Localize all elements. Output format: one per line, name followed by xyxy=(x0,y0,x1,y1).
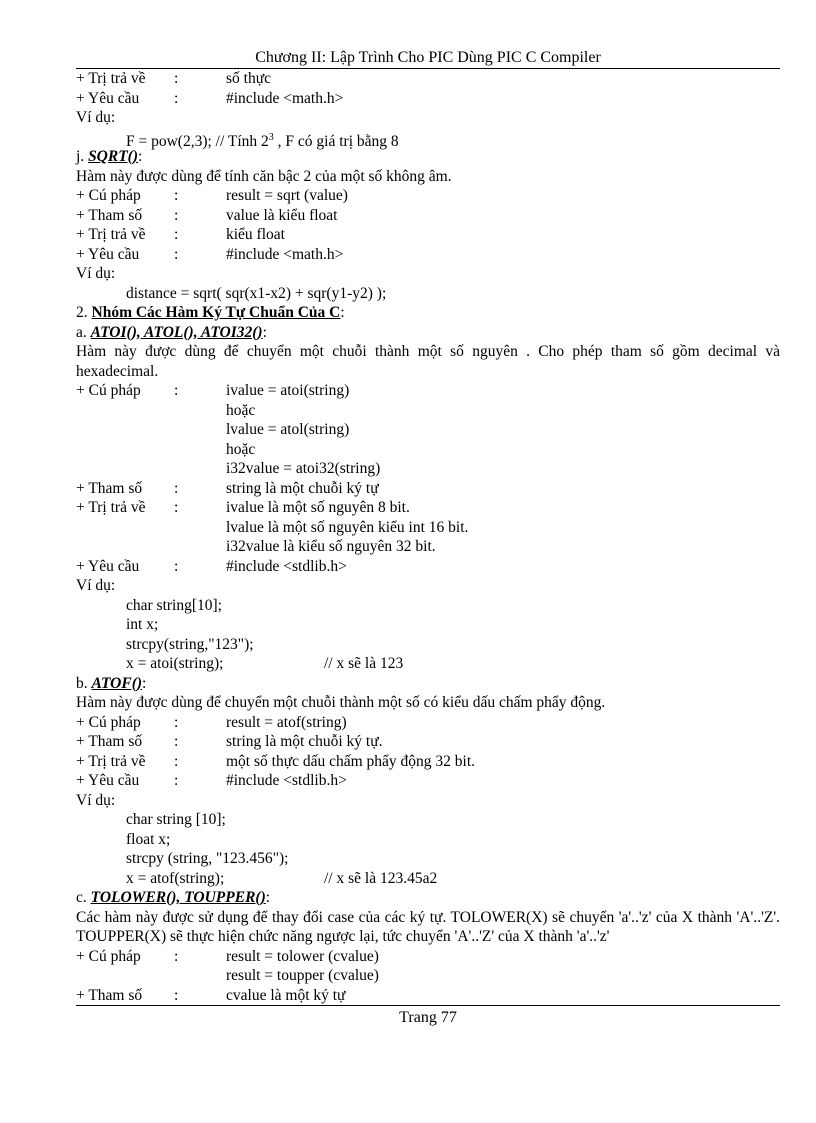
section-title: Nhóm Các Hàm Ký Tự Chuẩn Của C xyxy=(91,304,341,321)
info-row: + Cú pháp : ivalue = atoi(string) xyxy=(76,382,350,399)
return-line: i32value là kiểu số nguyên 32 bit. xyxy=(226,538,436,555)
example-label: Ví dụ: xyxy=(76,791,116,809)
info-row: + Tham số : cvalue là một ký tự xyxy=(76,986,346,1004)
row-label: + Trị trả về xyxy=(76,70,146,87)
tolower-heading: c. TOLOWER(), TOUPPER(): xyxy=(76,889,271,906)
info-row: + Tham số : string là một chuỗi ký tự xyxy=(76,479,379,497)
atoi-description: Hàm này được dùng để chuyển một chuỗi thành một số nguyên . Cho phép tham số gồm decimal và hexadecimal. xyxy=(76,343,780,380)
syntax-line: hoặc xyxy=(226,440,256,458)
document-page xyxy=(76,48,780,1028)
tolower-title: TOLOWER(), TOUPPER() xyxy=(90,889,266,906)
code-line: x = atoi(string); // x sẽ là 123 xyxy=(126,655,404,672)
sqrt-description: Hàm này được dùng để tính căn bậc 2 của một số không âm. xyxy=(76,167,452,185)
tolower-description: Các hàm này được sử dụng để thay đổi case của các ký tự. TOLOWER(X) sẽ chuyển 'a'..'z' của X thành 'A'..'Z'. TOUPPER(X) sẽ thực hiện chức năng ngược lại, tức chuyển 'A'..'Z' của X thành 'a'..'z' xyxy=(76,908,780,945)
code-comment: // x sẽ là 123.45a2 xyxy=(324,869,438,887)
info-row: + Trị trả về : kiểu float xyxy=(76,226,285,243)
code-line: char string[10]; xyxy=(126,596,222,614)
info-row: + Cú pháp : result = tolower (cvalue) xyxy=(76,947,379,965)
code-line: x = atof(string); // x sẽ là 123.45a2 xyxy=(126,869,438,887)
info-row: + Yêu cầu : #include <stdlib.h> xyxy=(76,557,347,575)
info-row: + Tham số : string là một chuỗi ký tự. xyxy=(76,733,383,750)
sqrt-example: distance = sqrt( sqr(x1-x2) + sqr(y1-y2) ); xyxy=(126,284,387,302)
info-row: + Yêu cầu : #include <math.h> xyxy=(76,89,344,107)
syntax-line: lvalue = atol(string) xyxy=(226,421,350,438)
row-label: + Yêu cầu xyxy=(76,89,140,107)
code-line: strcpy (string, "123.456"); xyxy=(126,850,289,867)
row-value: số thực xyxy=(226,70,271,87)
code-comment: // x sẽ là 123 xyxy=(324,655,404,672)
example-label: Ví dụ: xyxy=(76,109,116,126)
info-row: + Cú pháp : result = atof(string) xyxy=(76,713,347,731)
example-label: Ví dụ: xyxy=(76,265,116,282)
atoi-heading: a. ATOI(), ATOL(), ATOI32(): xyxy=(76,323,267,341)
atoi-title: ATOI(), ATOL(), ATOI32() xyxy=(90,323,263,341)
info-row: + Yêu cầu : #include <stdlib.h> xyxy=(76,772,347,789)
page-content xyxy=(76,69,780,1005)
atof-heading: b. ATOF(): xyxy=(76,674,147,692)
pow-example: F = pow(2,3); // Tính $2^3$ , F có giá trị bằng 8 xyxy=(126,131,399,150)
code-line: strcpy(string,"123"); xyxy=(126,635,254,653)
page-header: Chương II: Lập Trình Cho PIC Dùng PIC C Compiler xyxy=(255,49,601,66)
syntax-line: result = toupper (cvalue) xyxy=(226,967,379,984)
info-row: + Trị trả về : ivalue là một số nguyên 8 bit. xyxy=(76,499,410,516)
example-label: Ví dụ: xyxy=(76,577,116,594)
row-value: #include <math.h> xyxy=(226,89,344,107)
syntax-line: i32value = atoi32(string) xyxy=(226,460,381,477)
return-line: lvalue là một số nguyên kiểu int 16 bit. xyxy=(226,518,469,536)
sqrt-heading: j. SQRT(): xyxy=(76,148,143,165)
info-row: + Trị trả về : một số thực dấu chấm phẩy động 32 bit. xyxy=(76,752,476,770)
syntax-line: hoặc xyxy=(226,401,256,419)
sqrt-title: SQRT() xyxy=(88,148,139,165)
info-row: + Cú pháp : result = sqrt (value) xyxy=(76,187,348,204)
footer-rule xyxy=(76,1005,780,1006)
info-row: + Yêu cầu : #include <math.h> xyxy=(76,245,344,263)
atof-description: Hàm này được dùng để chuyển một chuỗi thành một số có kiểu dấu chấm phẩy động. xyxy=(76,694,606,711)
info-row: + Tham số : value là kiểu float xyxy=(76,206,338,224)
page-number: Trang 77 xyxy=(399,1009,457,1026)
code-line: char string [10]; xyxy=(126,811,226,828)
atof-title: ATOF() xyxy=(91,674,143,692)
code-line: float x; xyxy=(126,830,171,848)
section-heading: 2. Nhóm Các Hàm Ký Tự Chuẩn Của C: xyxy=(76,304,345,321)
info-row: + Trị trả về : số thực xyxy=(76,70,271,87)
code-line: int x; xyxy=(126,616,159,633)
